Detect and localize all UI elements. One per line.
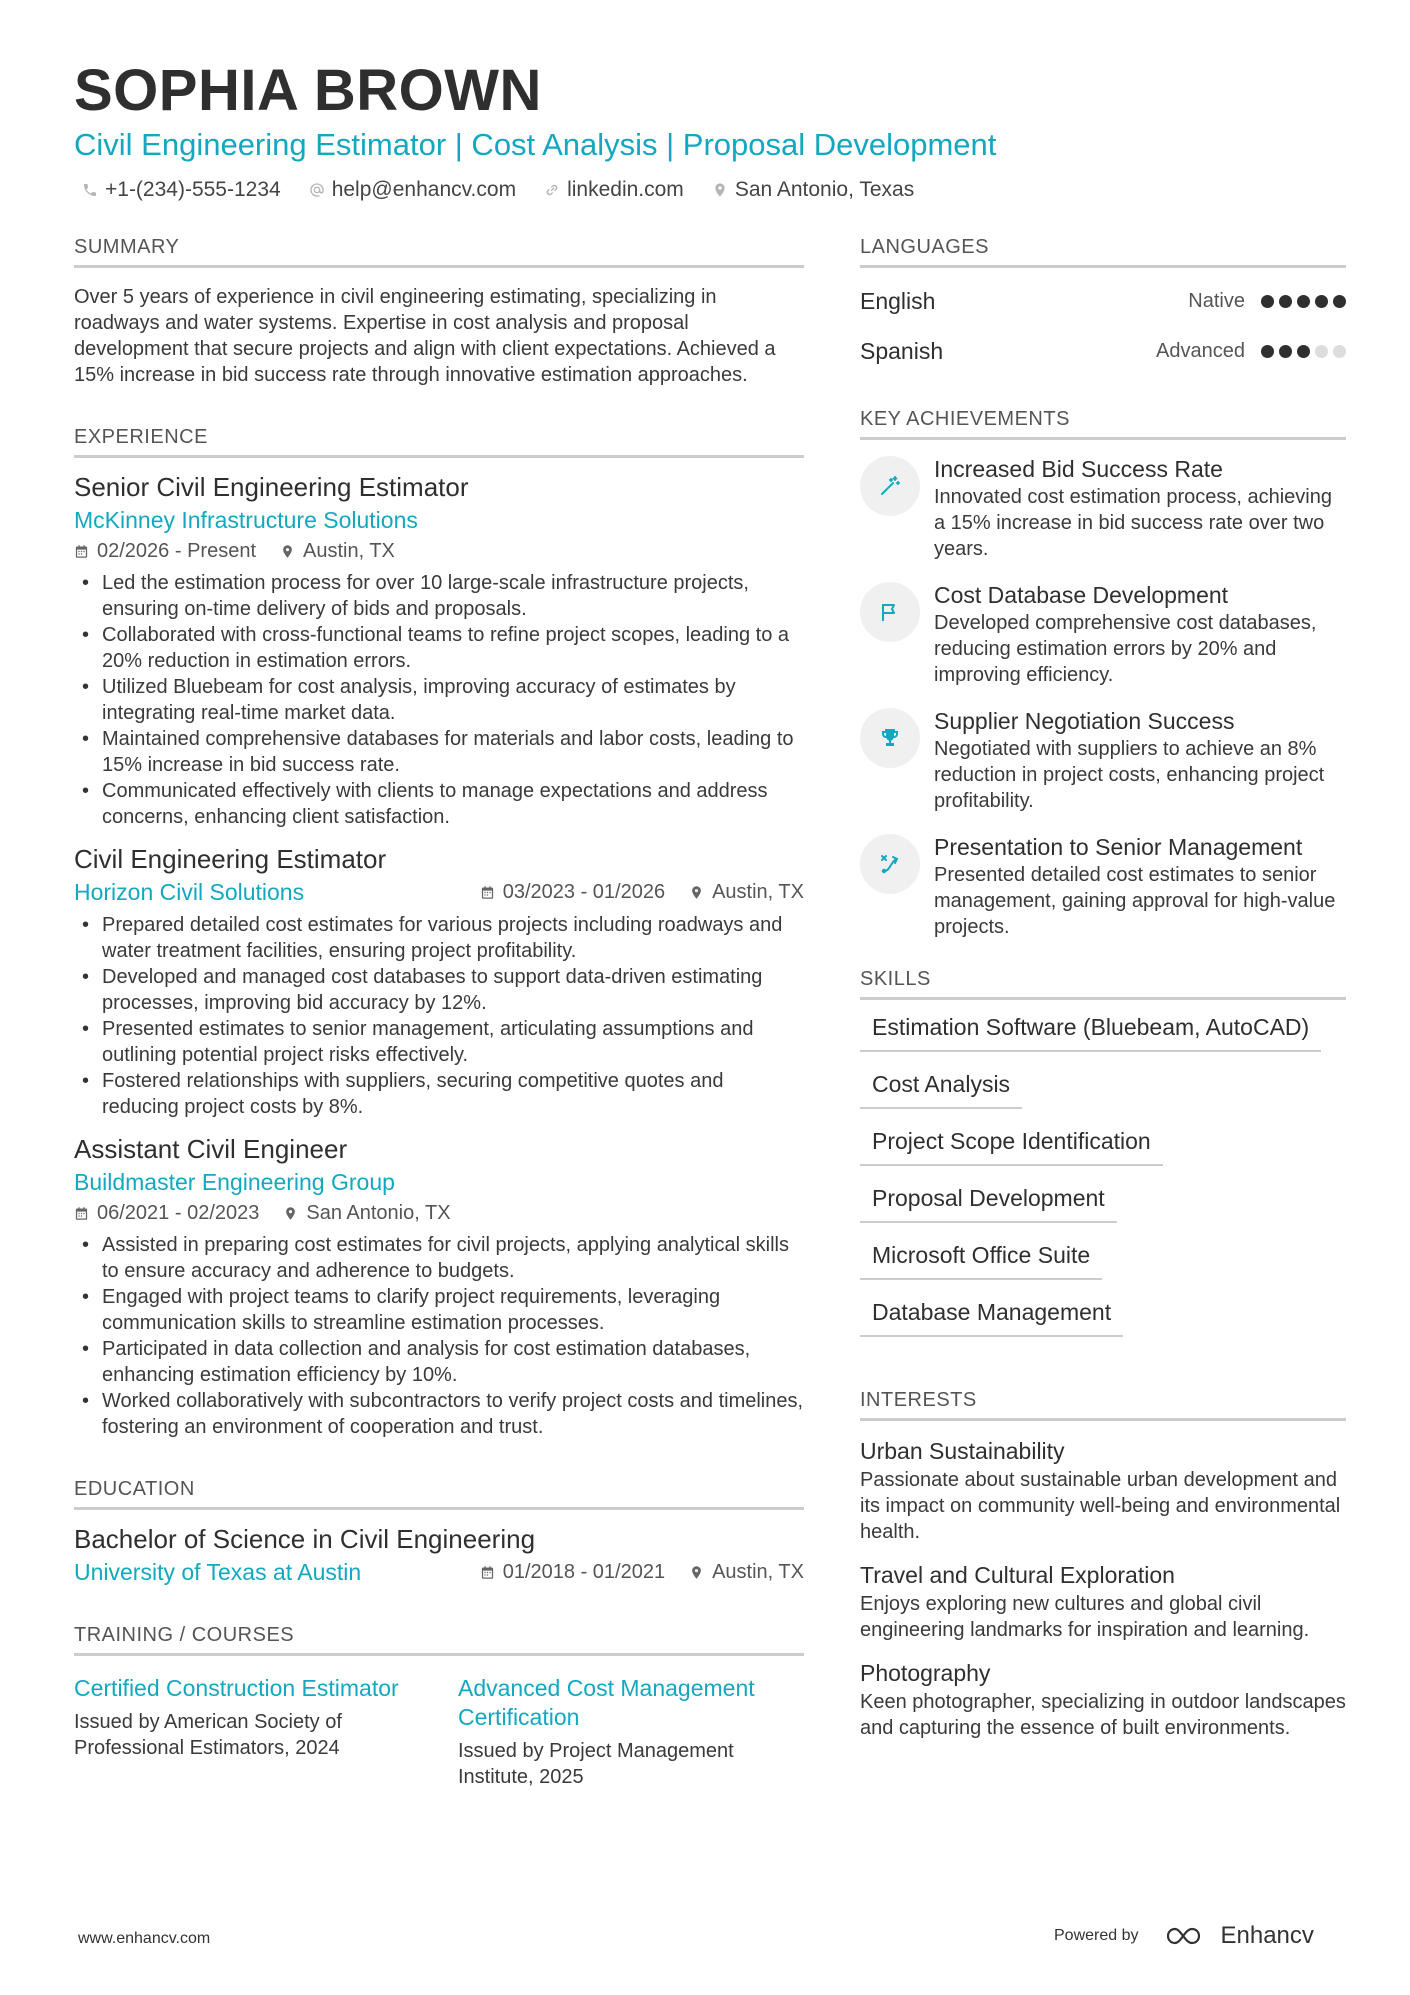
achievement-icon-badge [860,834,920,894]
achievement-item [860,580,1346,688]
achievement-icon-badge [860,708,920,768]
skills-heading: SKILLS [860,968,1346,1000]
contact-location [712,178,914,202]
contact-linkedin[interactable] [544,178,684,202]
location-text: San Antonio, Texas [734,178,915,201]
proficiency-dots [1261,345,1346,358]
skill-row [860,1061,1346,1109]
contact-phone [82,178,281,202]
job-dates [480,877,665,907]
education-meta [480,1557,804,1587]
headline: Civil Engineering Estimator | Cost Analysis | Proposal Development [74,127,997,162]
training-heading: TRAINING / COURSES [74,1624,804,1656]
training-grid [74,1674,804,1790]
interest-desc: Enjoys exploring new cultures and global civil engineering landmarks for inspiration and learning. [860,1593,1310,1641]
education-heading: EDUCATION [74,1478,804,1510]
job-location [280,536,395,566]
job-meta [74,1198,804,1228]
interest-title: Urban Sustainability [860,1438,1065,1464]
proficiency-dot-empty [1315,345,1328,358]
job-bullets [74,1232,804,1440]
job-meta [74,536,804,566]
proficiency-dot-filled [1297,295,1310,308]
calendar-icon [74,1206,89,1221]
training-desc: Issued by American Society of Professional Estimators, 2024 [74,1711,342,1759]
linkedin-text: linkedin.com [567,178,684,201]
language-item [860,326,1346,376]
location-pin-icon [689,1565,704,1580]
bullet: • Fostered relationships with suppliers, securing competitive quotes and reducing project costs by 8%. [74,1068,804,1120]
interest-desc: Keen photographer, specializing in outdoor landscapes and capturing the essence of built environments. [860,1691,1346,1739]
languages-heading: LANGUAGES [860,236,1346,268]
achievement-title: Supplier Negotiation Success [934,708,1235,734]
summary-text: Over 5 years of experience in civil engineering estimating, specializing in roadways and water systems. Expertise in cost analysis and proposal development that secure projects and align with client expectations. Achieved a 15% increase in bid success rate through innovative estimation approaches. [74,286,776,386]
enhancv-logo-icon [1165,1924,1211,1948]
job-location [689,877,804,907]
achievement-desc: Negotiated with suppliers to achieve an 8% reduction in project costs, enhancing project profitability. [934,738,1325,812]
training-item [458,1674,804,1790]
proficiency-dot-filled [1315,295,1328,308]
bullet: • Collaborated with cross-functional teams to refine project scopes, leading to a 20% reduction in estimation errors. [74,622,804,674]
skill-tag: Database Management [860,1289,1123,1337]
experience-section [74,426,804,1440]
skill-tag: Microsoft Office Suite [860,1232,1102,1280]
proficiency-dots [1261,295,1346,308]
achievements-section [860,408,1346,940]
job-location-text: San Antonio, TX [306,1202,451,1224]
location-pin-icon [283,1206,298,1221]
proficiency-dot-empty [1333,345,1346,358]
strategy-icon [878,852,902,876]
education-location [689,1557,804,1587]
bullet: • Led the estimation process for over 10 large-scale infrastructure projects, ensuring on-time delivery of bids and proposals. [74,570,804,622]
experience-item [74,842,804,1120]
achievement-desc: Innovated cost estimation process, achieving a 15% increase in bid success rate over two years. [934,486,1332,560]
job-location [283,1198,450,1228]
achievement-title: Increased Bid Success Rate [934,456,1223,482]
bullet: • Communicated effectively with clients to manage expectations and address concerns, enhancing client satisfaction. [74,778,804,830]
languages-section [860,236,1346,376]
proficiency-dot-filled [1261,345,1274,358]
location-pin-icon [689,885,704,900]
training-desc: Issued by Project Management Institute, 2025 [458,1740,734,1788]
language-proficiency [1188,290,1346,313]
language-name: Spanish [860,337,944,364]
company-name: McKinney Infrastructure Solutions [74,507,418,533]
achievement-desc: Presented detailed cost estimates to senior management, gaining approval for high-value projects. [934,864,1336,938]
skill-tag: Proposal Development [860,1175,1117,1223]
training-section [74,1624,804,1790]
interests-heading: INTERESTS [860,1389,1346,1421]
phone-text: +1-(234)-555-1234 [105,178,281,201]
summary-heading: SUMMARY [74,236,804,268]
achievements-heading: KEY ACHIEVEMENTS [860,408,1346,440]
training-title: Advanced Cost Management Certification [458,1675,755,1730]
achievement-item [860,706,1346,814]
location-pin-icon [712,182,728,198]
interests-section [860,1389,1346,1741]
skills-section [860,968,1346,1337]
language-name: English [860,287,936,314]
proficiency-dot-filled [1333,295,1346,308]
job-dates [74,1198,259,1228]
language-item [860,276,1346,326]
job-bullets [74,912,804,1120]
degree: Bachelor of Science in Civil Engineering [74,1524,536,1554]
interest-title: Travel and Cultural Exploration [860,1562,1175,1588]
bullet: • Maintained comprehensive databases for materials and labor costs, leading to 15% increase in bid success rate. [74,726,804,778]
bullet: • Assisted in preparing cost estimates for civil projects, applying analytical skills to ensure accuracy and adherence to budgets. [74,1232,804,1284]
bullet: • Prepared detailed cost estimates for various projects including roadways and water treatment facilities, ensuring project profitability. [74,912,804,964]
education-section [74,1478,804,1588]
language-level: Native [1188,289,1245,312]
job-dates-text: 02/2026 - Present [97,540,256,562]
job-dates [74,536,256,566]
bullet: • Presented estimates to senior management, articulating assumptions and outlining potential project risks effectively. [74,1016,804,1068]
interest-item [860,1559,1346,1643]
candidate-name: SOPHIA BROWN [74,58,542,123]
job-location-text: Austin, TX [712,881,804,903]
achievement-title: Presentation to Senior Management [934,834,1303,860]
training-title: Certified Construction Estimator [74,1675,399,1701]
contact-bar [82,178,914,202]
education-location-text: Austin, TX [712,1561,804,1583]
powered-by-text: Powered by [1054,1927,1139,1944]
skill-row [860,1118,1346,1166]
experience-item [74,1132,804,1440]
proficiency-dot-filled [1261,295,1274,308]
right-column [860,236,1346,1741]
skill-row [860,1289,1346,1337]
skill-tag: Cost Analysis [860,1061,1022,1109]
bullet: • Worked collaboratively with subcontractors to verify project costs and timelines, fostering an environment of cooperation and trust. [74,1388,804,1440]
company-name: Horizon Civil Solutions [74,879,305,905]
job-title: Senior Civil Engineering Estimator [74,472,469,502]
at-icon [309,182,325,198]
calendar-icon [480,885,495,900]
skill-tag: Estimation Software (Bluebeam, AutoCAD) [860,1004,1321,1052]
footer-brand [1054,1922,1314,1950]
left-column [74,236,804,1790]
skill-row [860,1175,1346,1223]
experience-item [74,470,804,830]
job-dates-text: 06/2021 - 02/2023 [97,1202,260,1224]
brand-name: Enhancv [1220,1922,1314,1949]
proficiency-dot-filled [1279,295,1292,308]
flag-icon [878,600,902,624]
bullet: • Participated in data collection and analysis for cost estimation databases, enhancing estimation efficiency by 10%. [74,1336,804,1388]
job-dates-text: 03/2023 - 01/2026 [502,881,666,903]
education-dates [480,1557,665,1587]
location-pin-icon [280,544,295,559]
magic-wand-icon [878,474,902,498]
job-meta [480,877,804,907]
skill-tag: Project Scope Identification [860,1118,1163,1166]
contact-email[interactable] [309,178,516,202]
interest-item [860,1657,1346,1741]
calendar-icon [74,544,89,559]
school-row [74,1556,804,1588]
footer-website[interactable]: www.enhancv.com [78,1930,211,1947]
job-title: Civil Engineering Estimator [74,844,387,874]
achievement-item [860,454,1346,562]
school-name: University of Texas at Austin [74,1559,362,1585]
calendar-icon [480,1565,495,1580]
company-name: Buildmaster Engineering Group [74,1169,395,1195]
trophy-icon [878,726,902,750]
achievement-item [860,832,1346,940]
bullet: • Engaged with project teams to clarify project requirements, leveraging communication skills to streamline estimation processes. [74,1284,804,1336]
interest-desc: Passionate about sustainable urban development and its impact on community well-being and environmental health. [860,1469,1341,1543]
training-item [74,1674,420,1790]
achievement-desc: Developed comprehensive cost databases, reducing estimation errors by 20% and improving efficiency. [934,612,1317,686]
job-title: Assistant Civil Engineer [74,1134,348,1164]
interest-item [860,1435,1346,1545]
proficiency-dot-filled [1297,345,1310,358]
company-row [74,876,804,908]
achievement-icon-badge [860,582,920,642]
language-proficiency [1156,340,1346,363]
achievement-title: Cost Database Development [934,582,1229,608]
job-bullets [74,570,804,830]
proficiency-dot-filled [1279,345,1292,358]
education-dates-text: 01/2018 - 01/2021 [502,1561,666,1583]
brand-logo[interactable] [1165,1922,1314,1950]
job-location-text: Austin, TX [303,540,395,562]
bullet: • Developed and managed cost databases to support data-driven estimating processes, improving bid accuracy by 12%. [74,964,804,1016]
achievement-icon-badge [860,456,920,516]
phone-icon [82,182,98,198]
link-icon [544,182,560,198]
experience-heading: EXPERIENCE [74,426,804,458]
skill-row [860,1004,1346,1052]
interest-title: Photography [860,1660,991,1686]
email-text: help@enhancv.com [331,178,517,201]
bullet: • Utilized Bluebeam for cost analysis, improving accuracy of estimates by integrating real-time market data. [74,674,804,726]
summary-section [74,236,804,388]
skill-row [860,1232,1346,1280]
language-level: Advanced [1156,339,1245,362]
